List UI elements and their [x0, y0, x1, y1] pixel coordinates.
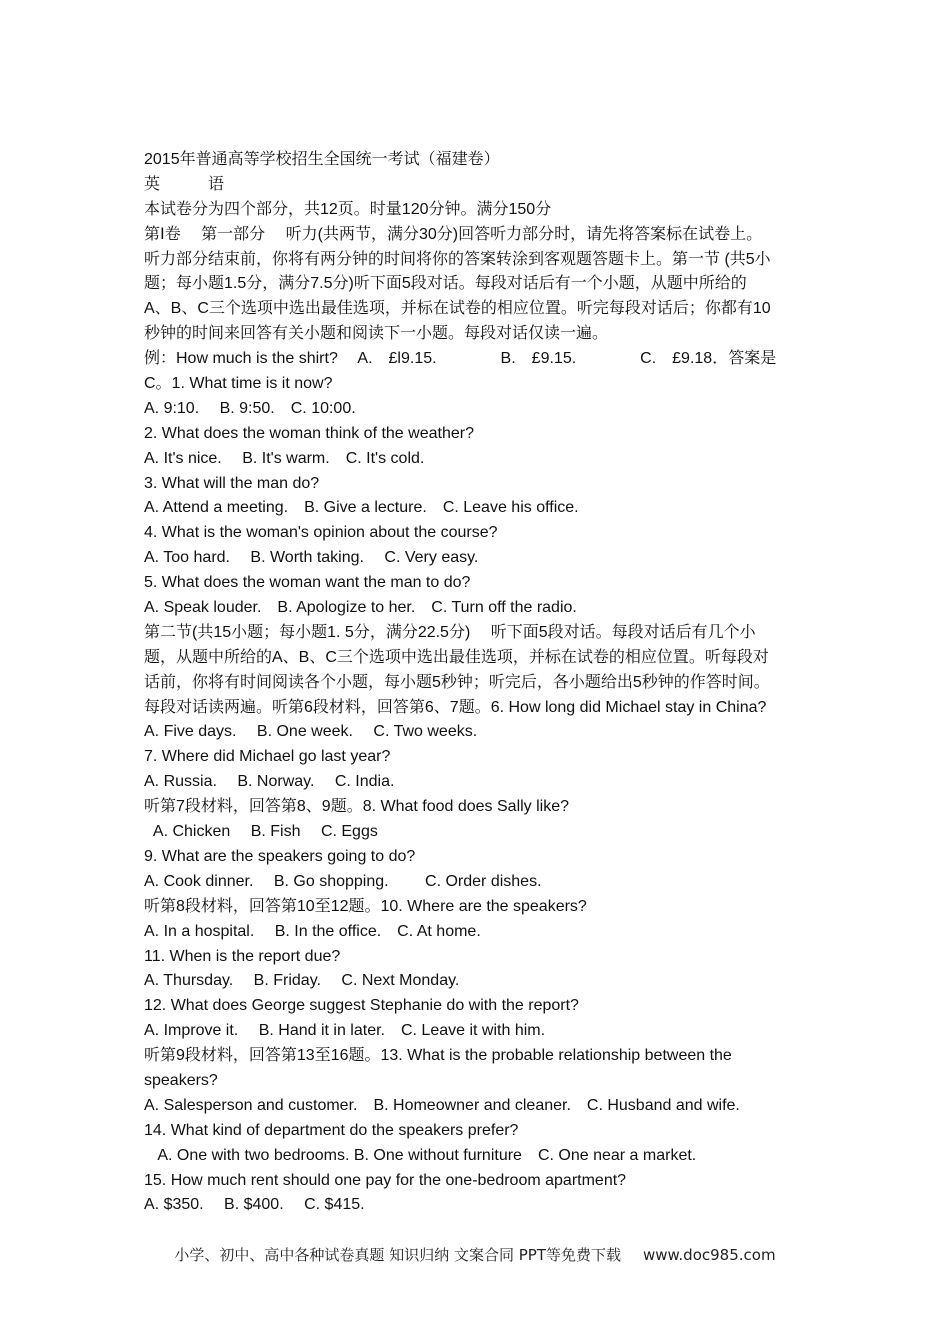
- text-line: A. One with two bedrooms. B. One without furniture C. One near a market.: [144, 1146, 697, 1164]
- text-line: 题；每小题1.5分，满分7.5分)听下面5段对话。每段对话后有一个小题，从题中所给的: [144, 275, 747, 293]
- text-line: A. $350. B. $400. C. $415.: [144, 1196, 365, 1214]
- text-line: A、B、C三个选项中选出最佳选项，并标在试卷的相应位置。听完每段对话后；你都有10: [144, 300, 771, 318]
- text-line: A. 9:10. B. 9:50. C. 10:00.: [144, 399, 356, 417]
- text-line: A. Russia. B. Norway. C. India.: [144, 773, 395, 791]
- text-line: A. Attend a meeting. B. Give a lecture. C. Leave his office.: [144, 499, 579, 517]
- text-line: 第Ⅰ卷 第一部分 听力(共两节，满分30分)回答听力部分时，请先将答案标在试卷上。: [144, 225, 763, 243]
- text-line: A. Salesperson and customer. B. Homeowner and cleaner. C. Husband and wife.: [144, 1096, 740, 1114]
- text-line: A. Thursday. B. Friday. C. Next Monday.: [144, 972, 460, 990]
- footer-text: 小学、初中、高中各种试卷真题 知识归纳 文案合同 PPT等免费下载: [174, 1246, 621, 1264]
- text-line: A. It's nice. B. It's warm. C. It's cold.: [144, 449, 425, 467]
- text-line: 2. What does the woman think of the weather?: [144, 424, 474, 442]
- text-line: 15. How much rent should one pay for the one-bedroom apartment?: [144, 1171, 627, 1189]
- exam-title: 2015年普通高等学校招生全国统一考试（福建卷）: [144, 151, 500, 168]
- text-line: 5. What does the woman want the man to do?: [144, 574, 471, 592]
- text-line: 14. What kind of department do the speakers prefer?: [144, 1121, 519, 1139]
- footer: [0, 1244, 950, 1265]
- footer-site: www.doc985.com: [642, 1246, 776, 1264]
- content-lines: [144, 223, 824, 1219]
- text-line: A. Five days. B. One week. C. Two weeks.: [144, 723, 478, 741]
- text-line: 题，从题中所给的A、B、C三个选项中选出最佳选项，并标在试卷的相应位置。听每段对: [144, 648, 769, 666]
- document-body: [144, 148, 824, 1218]
- text-line: 听第9段材料，回答第13至16题。13. What is the probable relationship between the: [144, 1047, 732, 1065]
- subject-label: 英 语: [144, 175, 225, 193]
- text-line: 话前，你将有时间阅读各个小题，每小题5秒钟；听完后，各小题给出5秒钟的作答时间。: [144, 673, 770, 691]
- exam-info: 本试卷分为四个部分，共12页。时量120分钟。满分150分: [144, 200, 552, 218]
- text-line: 4. What is the woman's opinion about the course?: [144, 524, 498, 542]
- text-line: 每段对话读两遍。听第6段材料，回答第6、7题。6. How long did Michael stay in China?: [144, 698, 767, 716]
- text-line: speakers?: [144, 1071, 218, 1089]
- text-line: 11. When is the report due?: [144, 947, 341, 965]
- text-line: 听第8段材料，回答第10至12题。10. Where are the speakers?: [144, 897, 587, 915]
- text-line: 9. What are the speakers going to do?: [144, 847, 416, 865]
- text-line: A. In a hospital. B. In the office. C. At home.: [144, 922, 481, 940]
- text-line: 第二节(共15小题；每小题1. 5分，满分22.5分) 听下面5段对话。每段对话后有几个小: [144, 623, 756, 641]
- text-line: A. Speak louder. B. Apologize to her. C. Turn off the radio.: [144, 599, 577, 617]
- text-line: 听第7段材料，回答第8、9题。8. What food does Sally like?: [144, 798, 570, 816]
- text-line: 12. What does George suggest Stephanie do with the report?: [144, 997, 579, 1015]
- text-line: A. Too hard. B. Worth taking. C. Very easy.: [144, 549, 479, 567]
- text-line: 3. What will the man do?: [144, 474, 320, 492]
- text-line: 听力部分结束前，你将有两分钟的时间将你的答案转涂到客观题答题卡上。第一节 (共5小: [144, 250, 771, 268]
- text-line: 7. Where did Michael go last year?: [144, 748, 391, 766]
- text-line: C。1. What time is it now?: [144, 375, 333, 393]
- text-line: A. Improve it. B. Hand it in later. C. Leave it with him.: [144, 1022, 546, 1040]
- text-line: 例：How much is the shirt? A. £l9.15. B. £9.15. C. £9.18．答案是: [144, 350, 777, 368]
- text-line: 秒钟的时间来回答有关小题和阅读下一小题。每段对话仅读一遍。: [144, 325, 609, 343]
- text-line: A. Cook dinner. B. Go shopping. C. Order dishes.: [144, 872, 542, 890]
- text-line: A. Chicken B. Fish C. Eggs: [144, 823, 378, 841]
